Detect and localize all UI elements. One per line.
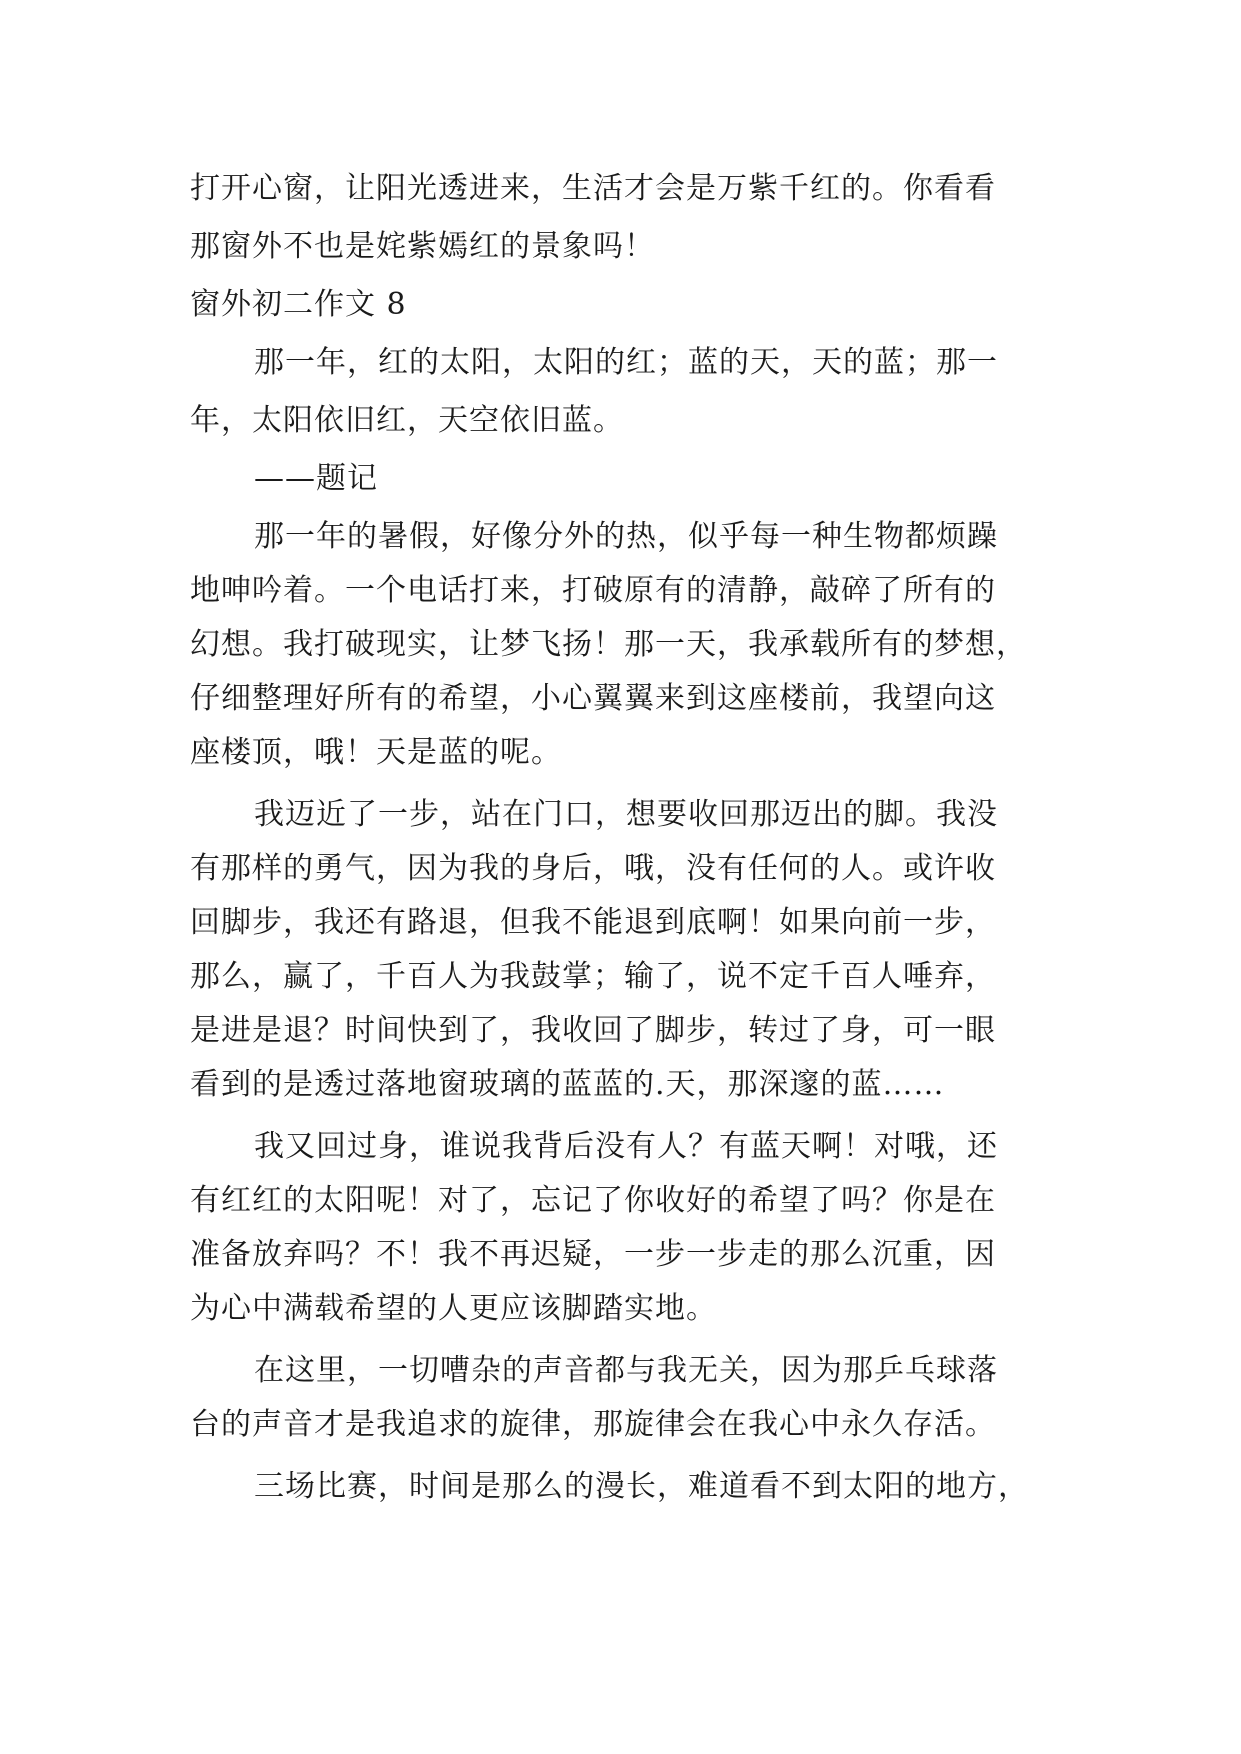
text-line: 三场比赛，时间是那么的漫长，难道看不到太阳的地方， [254,1469,1029,1504]
paragraph-5 [190,1120,1050,1336]
paragraph-0 [190,160,1050,276]
paragraph-3 [190,510,1050,780]
text-line: 为心中满载希望的人更应该脚踏实地。 [190,1291,717,1326]
section-heading [190,276,1050,334]
text-line: 地呻吟着。一个电话打来，打破原有的清静，敲碎了所有的 [190,573,996,608]
paragraph-1 [190,334,1050,450]
text-line: 准备放弃吗？不！我不再迟疑，一步一步走的那么沉重，因 [190,1237,996,1272]
text-line: 打开心窗，让阳光透进来，生活才会是万紫千红的。你看看 [190,171,996,206]
heading-text: 窗外初二作文 8 [190,287,407,322]
text-line: 仔细整理好所有的希望，小心翼翼来到这座楼前，我望向这 [190,681,996,716]
text-line: 我又回过身，谁说我背后没有人？有蓝天啊！对哦，还 [254,1129,998,1164]
text-line: 那一年，红的太阳，太阳的红；蓝的天，天的蓝；那一 [254,345,998,380]
text-line: 幻想。我打破现实，让梦飞扬！那一天，我承载所有的梦想， [190,627,1027,662]
text-line: 看到的是透过落地窗玻璃的蓝蓝的.天，那深邃的蓝…… [190,1067,945,1102]
text-line: 台的声音才是我追求的旋律，那旋律会在我心中永久存活。 [190,1407,996,1442]
text-line: 那窗外不也是姹紫嫣红的景象吗！ [190,229,655,264]
text-line: 我迈近了一步，站在门口，想要收回那迈出的脚。我没 [254,797,998,832]
paragraph-7 [190,1460,1050,1514]
paragraph-6 [190,1344,1050,1452]
text-line: 那一年的暑假，好像分外的热，似乎每一种生物都烦躁 [254,519,998,554]
text-line: 那么，赢了，千百人为我鼓掌；输了，说不定千百人唾弃， [190,959,996,994]
document-body [190,160,1050,1514]
text-line: 在这里，一切嘈杂的声音都与我无关，因为那乒乓球落 [254,1353,998,1388]
text-line: 有红红的太阳呢！对了，忘记了你收好的希望了吗？你是在 [190,1183,996,1218]
text-line: 回脚步，我还有路退，但我不能退到底啊！如果向前一步， [190,905,996,940]
text-line: 有那样的勇气，因为我的身后，哦，没有任何的人。或许收 [190,851,996,886]
paragraph-4 [190,788,1050,1112]
paragraph-2 [190,450,1050,510]
text-line: ——题记 [254,461,378,496]
text-line: 年，太阳依旧红，天空依旧蓝。 [190,403,624,438]
text-line: 是进是退？时间快到了，我收回了脚步，转过了身，可一眼 [190,1013,996,1048]
text-line: 座楼顶，哦！天是蓝的呢。 [190,735,562,770]
